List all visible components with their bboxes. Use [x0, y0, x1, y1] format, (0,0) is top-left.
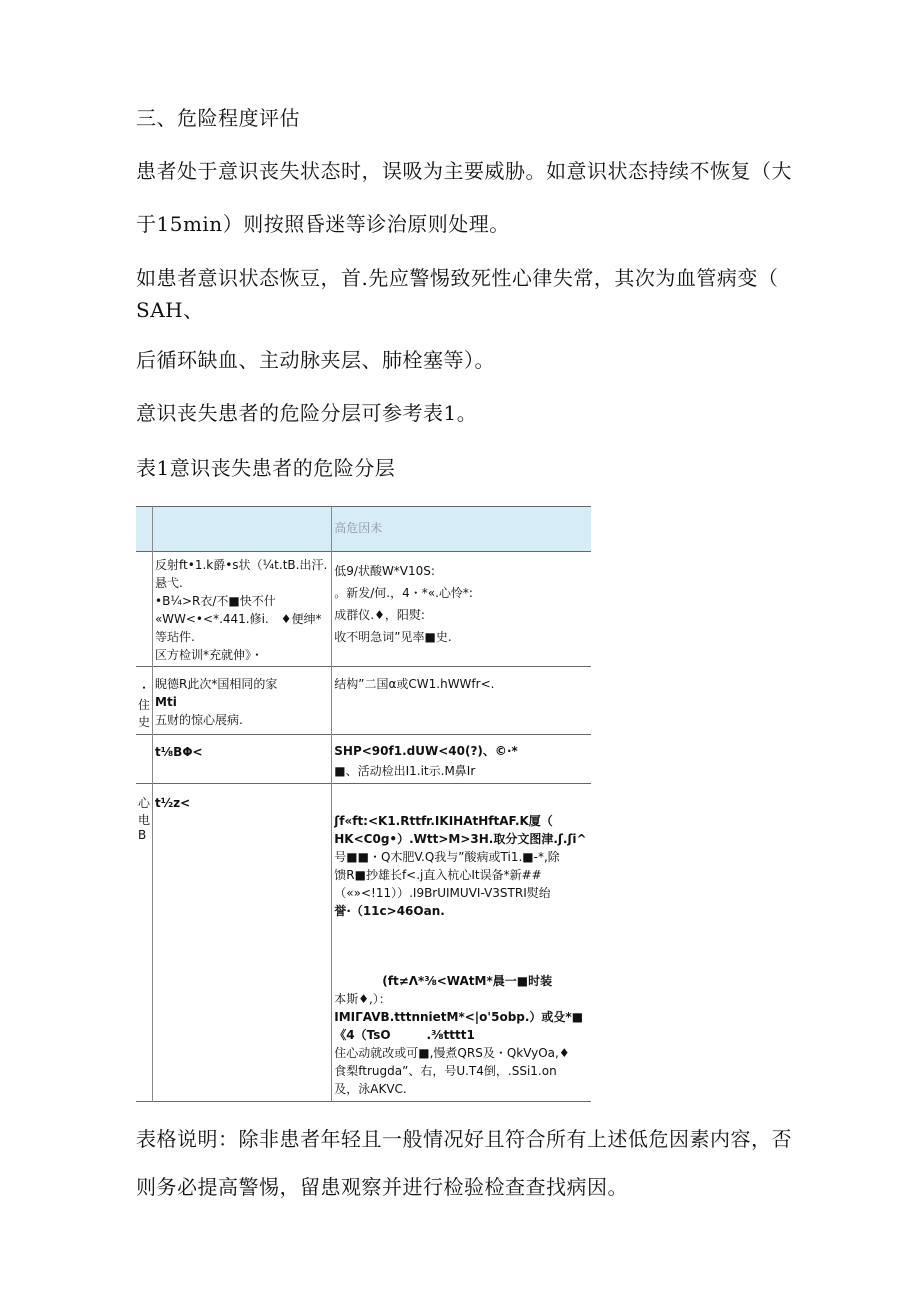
high-risk-line: 成群仪.♦，阳熨: [334, 608, 425, 622]
high-risk-header: 高危因未 [334, 521, 383, 535]
row-label: ・住史 [138, 681, 151, 729]
high-risk-line: 。新发/何.，4・*«.心怜*: [334, 586, 473, 600]
high-risk-line: ■、活动检出I1.it示.M鼻Ir [334, 764, 476, 778]
high-risk-line: 住心动就改或可■,慢煮QRS及・QkVyOa,♦ [334, 1046, 570, 1060]
paragraph-1: 患者处于意识丧失状态时，误吸为主要威胁。如意识状态持续不恢复（大 [136, 159, 792, 183]
paragraph-6: 意识丧失患者的危险分层可参考表1。 [136, 401, 478, 425]
high-risk-line: IMIΓAVB.tttnnietM*<|o'5obp.）或殳*■ [334, 1010, 584, 1024]
table-note-line-1: 表格说明：除非患者年轻且一般情况好且符合所有上述低危因素内容，否 [136, 1127, 792, 1151]
high-risk-line: 食梨ftrugda”、右，号U.T4倒，.SSi1.on [334, 1064, 557, 1078]
paragraph-5: 后循环缺血、主动脉夹层、肺栓塞等）。 [136, 348, 495, 372]
row-label: 心电B [138, 796, 151, 842]
paragraph-2: 于15min）则按照昏迷等诊治原则处理。 [136, 212, 510, 236]
table-header-row [136, 507, 591, 552]
high-risk-line: 誉∙（11c>46Oan. [334, 904, 445, 918]
high-risk-line: 号■■・Q木肥V.Q我与”酸病或Ti1.■-*,除 [334, 850, 560, 864]
row-label-cell [136, 667, 153, 735]
low-risk-line: 反射ft•1.k爵•s状（¼t.tB.出汗. [155, 558, 328, 572]
high-risk-line: HK<C0g•）.Wtt>M>3H.取分文图津.ʃ.ʃi^ [334, 832, 587, 846]
table-note-line-2: 则务必提高警惕，留患观察并进行检验检查查找病因。 [136, 1175, 628, 1199]
high-risk-line: 《4（TsO .⅜tttt1 [334, 1028, 475, 1042]
row-label-cell [136, 552, 153, 667]
high-risk-line: 低9/状酸W*V10S: [334, 564, 435, 578]
low-risk-cell [153, 667, 332, 735]
row-label-cell [136, 784, 153, 1102]
high-risk-line: 馈R■抄雄长f<.j直入杭心It误备*新## [334, 868, 542, 882]
row-label-cell [136, 735, 153, 784]
table-caption: 表1意识丧失患者的危险分层 [136, 456, 396, 480]
low-risk-line: 区方检训*充就伸》・ [155, 648, 264, 662]
low-risk-line: t⅛BΦ< [155, 745, 203, 759]
high-risk-line: SHP<90f1.dUW<40(?)、©∙* [334, 744, 518, 758]
low-risk-line: 五财的惊心展病. [155, 713, 243, 727]
paragraph-3: 如患者意识状态恢豆，首.先应警惕致死性心律失常，其次为血管病变（ [136, 266, 779, 290]
high-risk-cell [332, 784, 591, 1102]
low-risk-cell [153, 784, 332, 1102]
header-cell-high-risk [332, 507, 591, 552]
low-risk-line: «WW<•<*.441.修i. ♦便绅* [155, 612, 322, 626]
table-row [136, 552, 591, 667]
header-cell-empty-2 [153, 507, 332, 552]
high-risk-line: 结构”二国α或CW1.hWWfr<. [334, 677, 495, 691]
low-risk-cell [153, 552, 332, 667]
high-risk-cell [332, 735, 591, 784]
risk-stratification-table [136, 506, 591, 1102]
low-risk-cell [153, 735, 332, 784]
row-label [136, 735, 152, 747]
low-risk-line: 睨德R此次*国相同的家 [155, 677, 278, 691]
high-risk-line: 及，泳AKVC. [334, 1082, 407, 1096]
paragraph-4: SAH、 [136, 298, 204, 322]
low-risk-line: t½z< [155, 796, 191, 810]
low-risk-line: 悬弋. [155, 576, 183, 590]
low-risk-line: •B¼>R衣/不■快不什 [155, 594, 276, 608]
high-risk-cell [332, 667, 591, 735]
header-cell-empty-1 [136, 507, 153, 552]
high-risk-cell [332, 552, 591, 667]
high-risk-line: (ft≠Λ*⅜<WAtM*晨一■时装 [334, 974, 553, 988]
table-row [136, 784, 591, 1102]
low-risk-line: 等玷件. [155, 630, 195, 644]
table-row [136, 735, 591, 784]
high-risk-line: 收不明急词”见率■史. [334, 630, 452, 644]
high-risk-line: 本斯♦,）： [334, 992, 391, 1006]
table-row [136, 667, 591, 735]
high-risk-line: ʃf«ft:<K1.Rttfr.IKIHAtHftAF.K厦（ [334, 814, 553, 828]
high-risk-line: （«»<!11））.I9BrUIMUVI-V3STRI熨绐 [334, 886, 551, 900]
row-label [136, 552, 152, 564]
low-risk-line: Mti [155, 695, 177, 709]
section-title: 三、危险程度评估 [136, 106, 300, 130]
